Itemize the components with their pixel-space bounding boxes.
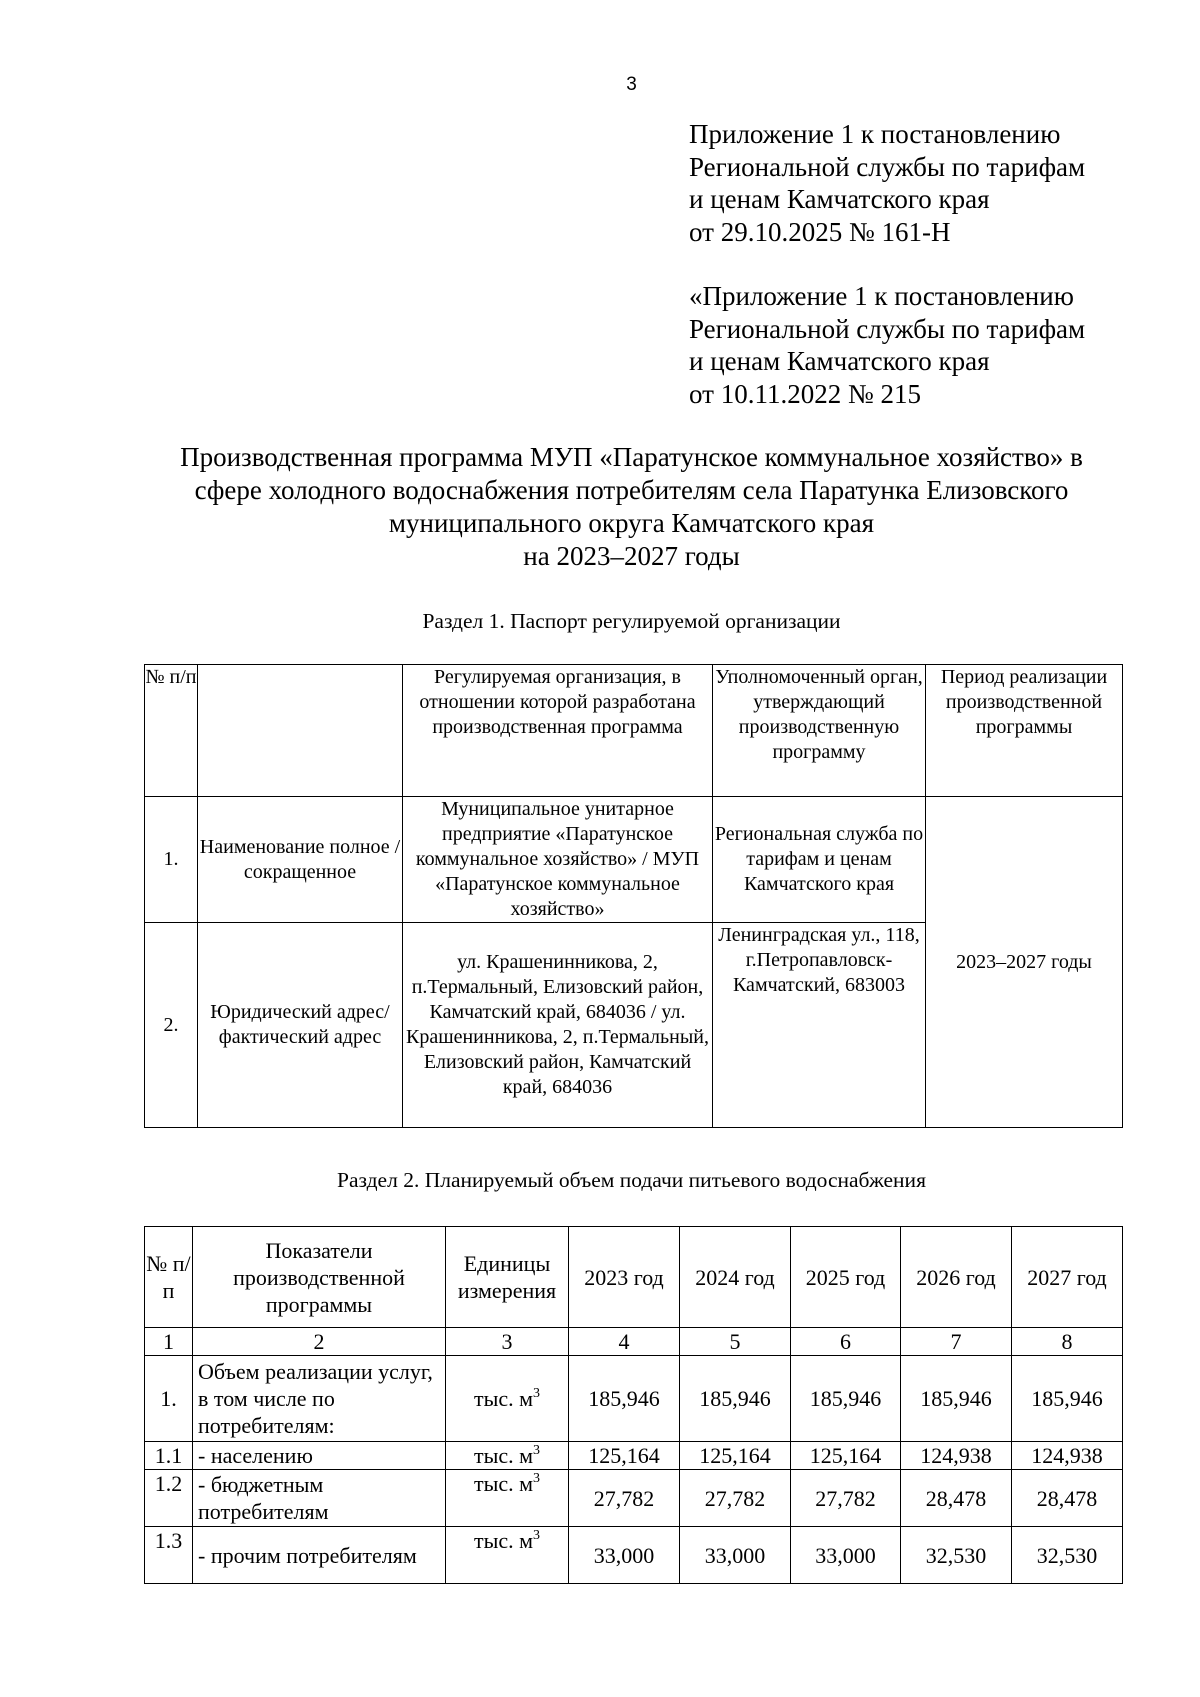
row-indicator: - населению: [193, 1442, 446, 1470]
appendix-line: Региональной службы по тарифам: [689, 313, 1086, 344]
organization-name: Муниципальное унитарное предприятие «Паратунское коммунальное хозяйство» / МУП «Паратунское коммунальное хозяйство»: [403, 797, 713, 923]
row-value: 28,478: [1012, 1470, 1123, 1527]
row-value: 185,946: [791, 1356, 901, 1442]
volume-header-row: [145, 1227, 1123, 1328]
table-row: [145, 1470, 1123, 1527]
column-number: 1: [145, 1328, 193, 1356]
row-value: 32,530: [1012, 1527, 1123, 1584]
column-number: 8: [1012, 1328, 1123, 1356]
unit-text: тыс. м: [473, 1443, 534, 1468]
appendix-line: Региональной службы по тарифам: [689, 151, 1086, 182]
authority-address: Ленинградская ул., 118, г.Петропавловск-Камчатский, 683003: [713, 923, 926, 1128]
passport-header-row: [145, 665, 1123, 797]
appendix-line: от 29.10.2025 № 161-Н: [689, 216, 951, 247]
column-number: 6: [791, 1328, 901, 1356]
row-value: 125,164: [569, 1442, 680, 1470]
column-number: 3: [446, 1328, 569, 1356]
row-num: 1.1: [145, 1442, 193, 1470]
row-value: 124,938: [1012, 1442, 1123, 1470]
unit-text: тыс. м: [473, 1471, 534, 1496]
column-number-row: [145, 1328, 1123, 1356]
authority-name: Региональная служба по тарифам и ценам Камчатского края: [713, 797, 926, 923]
appendix-current-block: [689, 118, 1085, 248]
appendix-line: Приложение 1 к постановлению: [689, 119, 1061, 149]
table-row: [145, 1356, 1123, 1442]
unit-superscript: 3: [533, 1471, 541, 1486]
table-row: [145, 1527, 1123, 1584]
row-value: 27,782: [680, 1470, 791, 1527]
column-number: 4: [569, 1328, 680, 1356]
header-organization: Регулируемая организация, в отношении которой разработана производственная программа: [403, 665, 713, 797]
unit-superscript: 3: [533, 1443, 541, 1458]
organization-address: ул. Крашенинникова, 2, п.Термальный, Елизовский район, Камчатский край, 684036 / ул. Крашенинникова, 2, п.Термальный, Елизовский район, Камчатский край, 684036: [403, 923, 713, 1128]
section1-heading: Раздел 1. Паспорт регулируемой организации: [422, 609, 841, 633]
table-row: [145, 1442, 1123, 1470]
row-value: 27,782: [569, 1470, 680, 1527]
passport-table: [144, 664, 1123, 1128]
appendix-previous-block: [689, 280, 1085, 410]
header-year: 2027 год: [1012, 1227, 1123, 1328]
row-value: 185,946: [569, 1356, 680, 1442]
row-value: 32,530: [901, 1527, 1012, 1584]
header-year: 2024 год: [680, 1227, 791, 1328]
passport-row-name: [145, 797, 1123, 923]
row-value: 33,000: [791, 1527, 901, 1584]
header-period: Период реализации производственной программы: [926, 665, 1123, 797]
page-number: 3: [626, 74, 637, 95]
unit-superscript: 3: [533, 1528, 541, 1543]
appendix-line: от 10.11.2022 № 215: [689, 378, 921, 409]
row-num: 1.2: [145, 1470, 193, 1527]
row-label: Наименование полное / сокращенное: [198, 797, 403, 923]
unit-superscript: 3: [533, 1386, 541, 1401]
header-num: № п/п: [145, 1227, 193, 1328]
column-number: 7: [901, 1328, 1012, 1356]
supply-volume-table: [144, 1226, 1123, 1584]
row-value: 27,782: [791, 1470, 901, 1527]
row-value: 33,000: [569, 1527, 680, 1584]
title-line: на 2023–2027 годы: [523, 541, 740, 571]
row-indicator: Объем реализации услуг, в том числе по потребителям:: [193, 1356, 446, 1442]
row-unit: [446, 1470, 569, 1527]
row-value: 185,946: [680, 1356, 791, 1442]
document-title: [100, 441, 1163, 573]
program-period: 2023–2027 годы: [926, 797, 1123, 1128]
row-num: 2.: [145, 923, 198, 1128]
unit-text: тыс. м: [473, 1528, 534, 1553]
header-empty: [198, 665, 403, 797]
appendix-line: и ценам Камчатского края: [689, 346, 990, 376]
row-value: 185,946: [1012, 1356, 1123, 1442]
row-num: 1.: [145, 797, 198, 923]
header-authority: Уполномоченный орган, утверждающий производственную программу: [713, 665, 926, 797]
unit-text: тыс. м: [473, 1386, 534, 1411]
title-line: Производственная программа МУП «Паратунское коммунальное хозяйство» в: [180, 442, 1083, 472]
row-value: 125,164: [791, 1442, 901, 1470]
row-unit: [446, 1442, 569, 1470]
header-year: 2023 год: [569, 1227, 680, 1328]
row-label: Юридический адрес/фактический адрес: [198, 923, 403, 1128]
row-indicator: - прочим потребителям: [193, 1527, 446, 1584]
row-num: 1.: [145, 1356, 193, 1442]
section2-heading: Раздел 2. Планируемый объем подачи питьевого водоснабжения: [337, 1168, 926, 1192]
header-year: 2025 год: [791, 1227, 901, 1328]
row-num: 1.3: [145, 1527, 193, 1584]
row-unit: [446, 1527, 569, 1584]
row-value: 28,478: [901, 1470, 1012, 1527]
row-indicator: - бюджетным потребителям: [193, 1470, 446, 1527]
row-value: 185,946: [901, 1356, 1012, 1442]
appendix-line: «Приложение 1 к постановлению: [689, 281, 1074, 311]
column-number: 2: [193, 1328, 446, 1356]
header-indicator: Показатели производственной программы: [193, 1227, 446, 1328]
row-unit: [446, 1356, 569, 1442]
row-value: 33,000: [680, 1527, 791, 1584]
row-value: 125,164: [680, 1442, 791, 1470]
header-num: № п/п: [145, 665, 198, 797]
title-line: муниципального округа Камчатского края: [388, 508, 875, 538]
row-value: 124,938: [901, 1442, 1012, 1470]
appendix-line: и ценам Камчатского края: [689, 184, 990, 214]
header-year: 2026 год: [901, 1227, 1012, 1328]
header-unit: Единицы измерения: [446, 1227, 569, 1328]
title-line: сфере холодного водоснабжения потребителям села Паратунка Елизовского: [194, 475, 1069, 505]
column-number: 5: [680, 1328, 791, 1356]
